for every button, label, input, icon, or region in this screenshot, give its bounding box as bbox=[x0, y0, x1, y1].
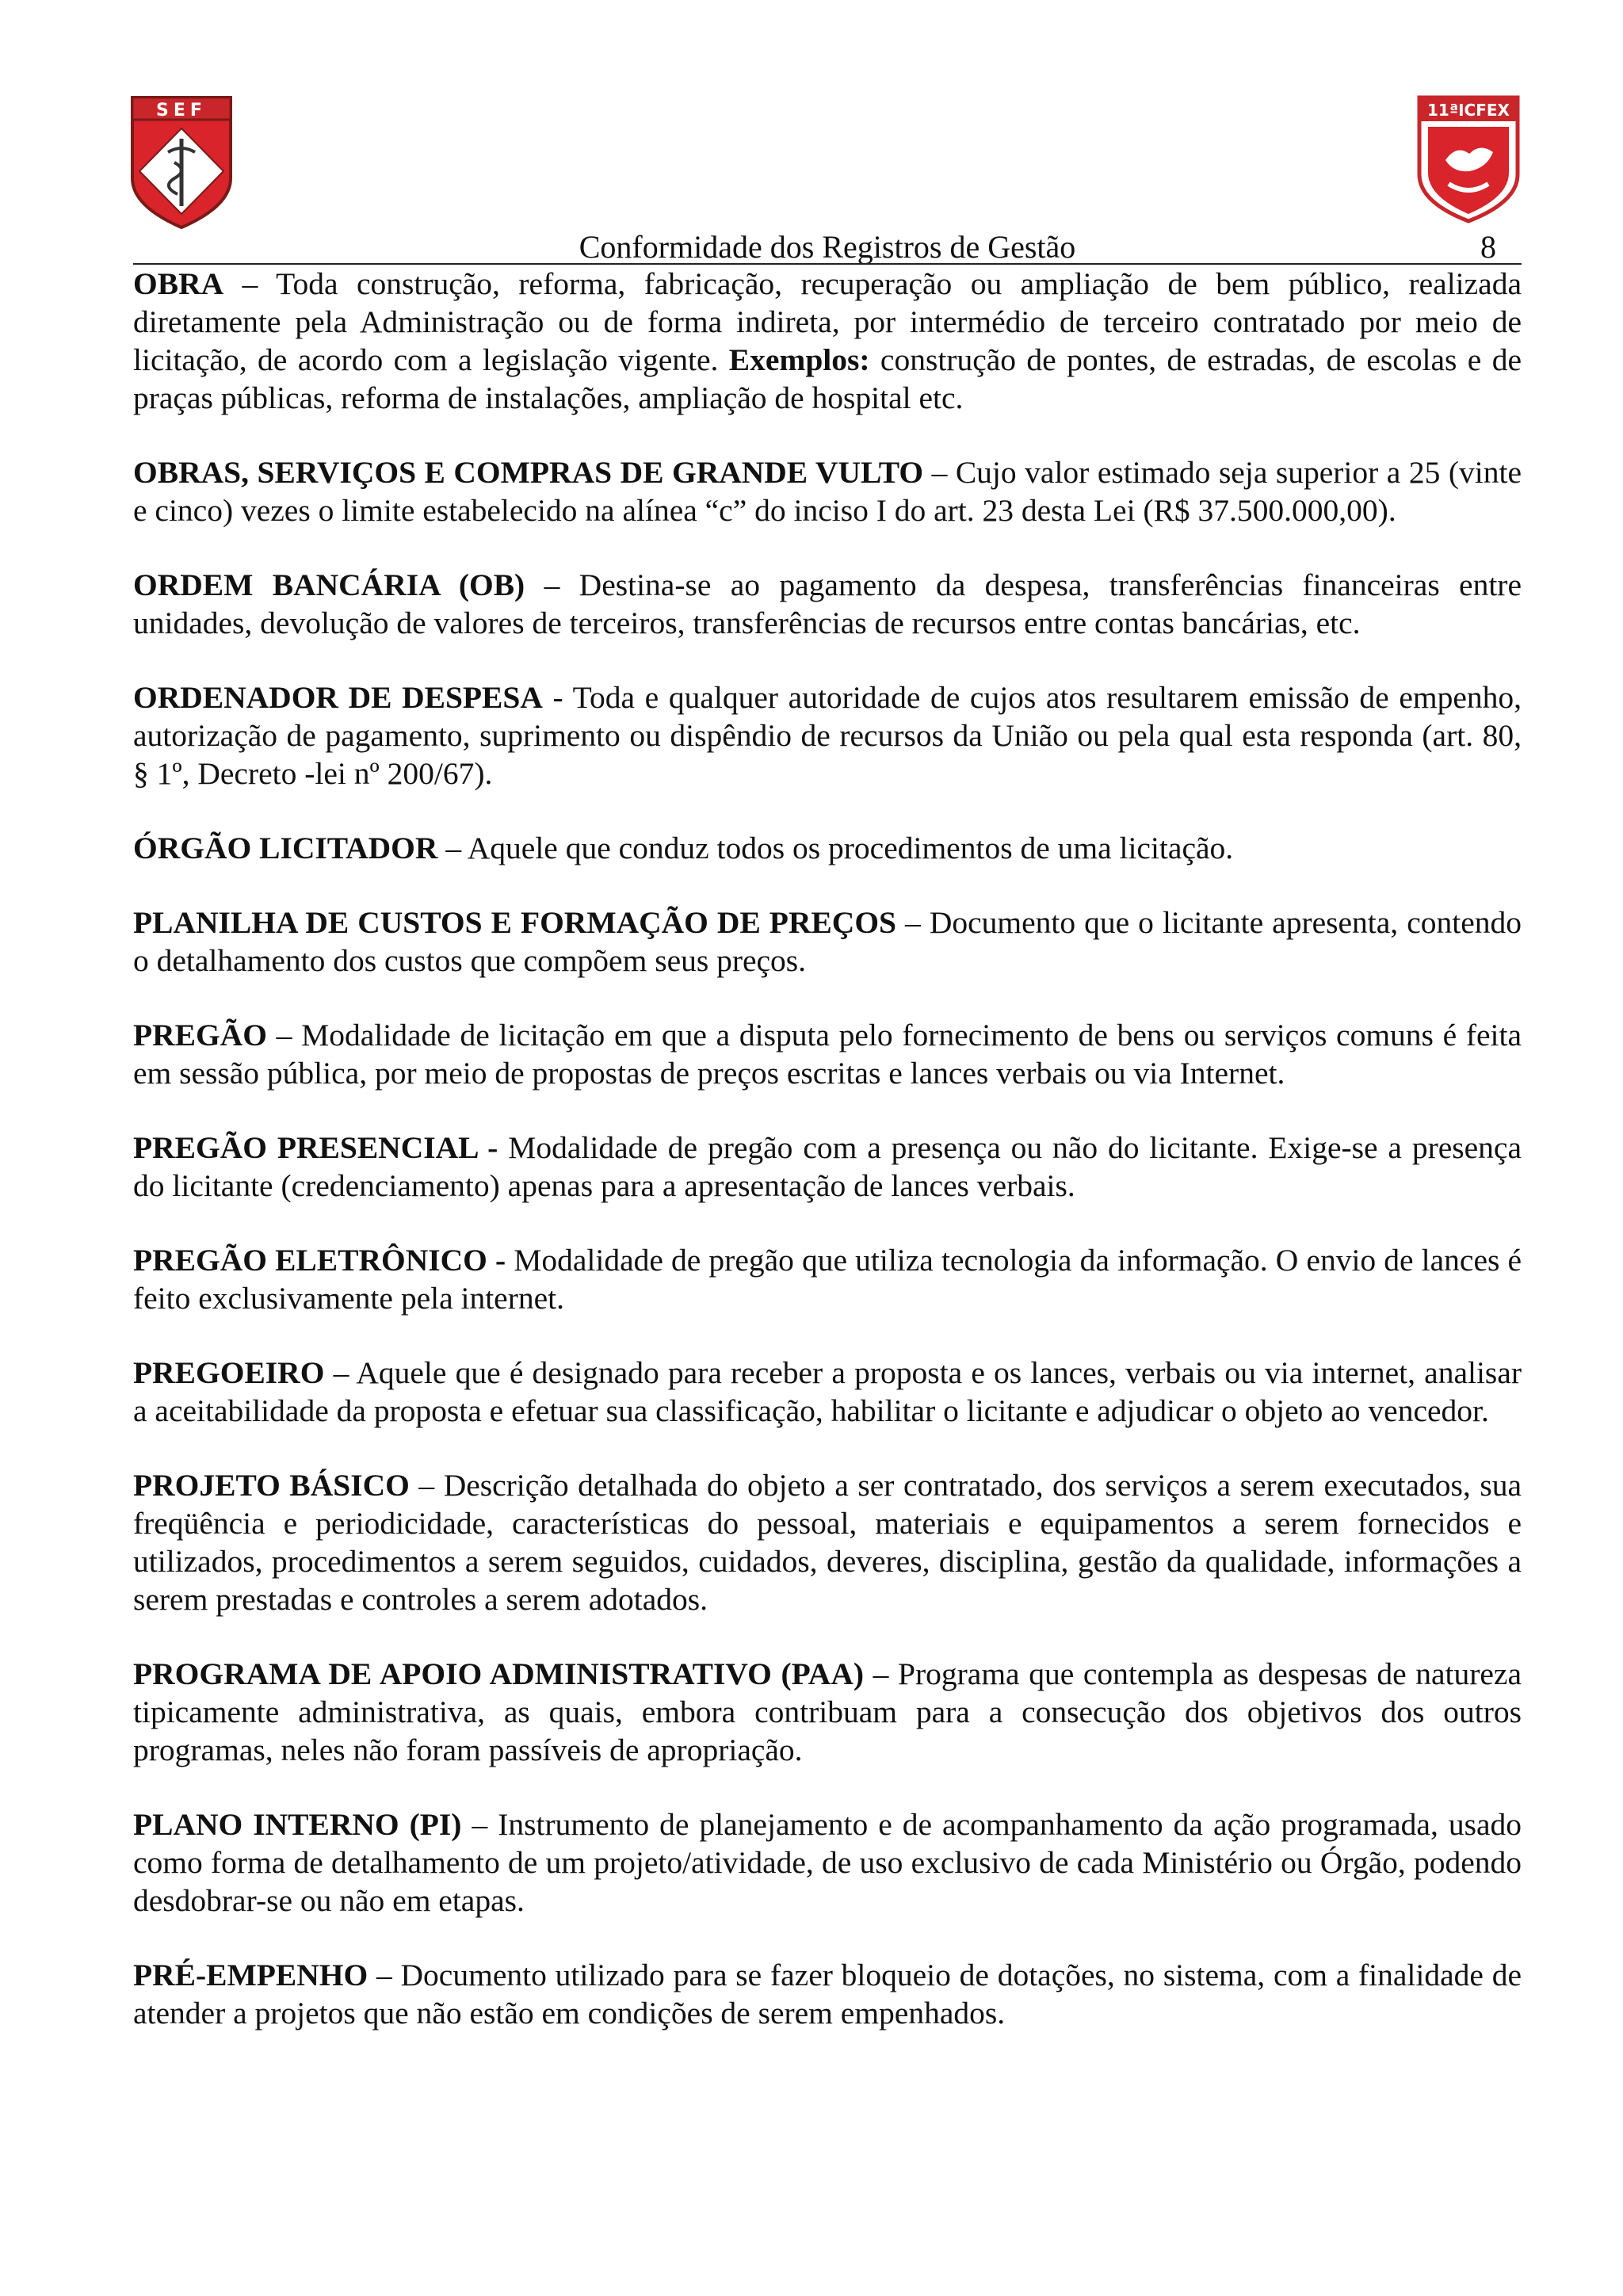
sef-logo-text: SEF bbox=[156, 101, 207, 120]
entry-definition: Aquele que conduz todos os procedimentos de uma licitação. bbox=[467, 831, 1234, 865]
entry-definition: Cujo valor estimado seja superior a 25 (vinte e cinco) vezes o limite estabelecido na alínea “c” do inciso I do art. 23 desta Lei (R$ 37.500.000,00). bbox=[133, 455, 1522, 528]
entry-definition: Instrumento de planejamento e de acompanhamento da ação programada, usado como forma de detalhamento de um projeto/atividade, de uso exclusivo de cada Ministério ou Órgão, podendo desdobrar-se ou não em etapas. bbox=[133, 1807, 1522, 1918]
entry-definition: Modalidade de pregão com a presença ou não do licitante. Exige-se a presença do licitante (credenciamento) apenas para a apresentação de lances verbais. bbox=[133, 1130, 1522, 1203]
entry-term: PREGÃO PRESENCIAL bbox=[133, 1130, 478, 1165]
entry-definition: Toda e qualquer autoridade de cujos atos resultarem emissão de empenho, autorização de pagamento, suprimento ou dispêndio de recursos da União ou pela qual esta responda (art. 80, § 1º, Decreto -lei nº 200/67). bbox=[133, 680, 1522, 791]
glossary-entry-plano-interno bbox=[133, 1805, 1522, 1920]
entry-separator: – bbox=[525, 567, 579, 602]
entry-separator: – bbox=[409, 1468, 444, 1503]
entry-term: PROJETO BÁSICO bbox=[133, 1468, 410, 1503]
entry-separator: – bbox=[864, 1656, 899, 1691]
entry-separator: - bbox=[487, 1243, 514, 1278]
entry-separator: – bbox=[324, 1355, 357, 1390]
entry-term: PLANILHA DE CUSTOS E FORMAÇÃO DE PREÇOS bbox=[133, 905, 897, 940]
entry-term: PREGÃO ELETRÔNICO bbox=[133, 1243, 487, 1278]
glossary-entry-obras-grande-vulto bbox=[133, 453, 1522, 529]
entry-separator: – bbox=[923, 455, 956, 490]
entry-term: ORDEM BANCÁRIA (OB) bbox=[133, 567, 525, 602]
entry-definition: Destina-se ao pagamento da despesa, transferências financeiras entre unidades, devolução de valores de terceiros, transferências de recursos entre contas bancárias, etc. bbox=[133, 567, 1522, 640]
icfex-shield-icon bbox=[1417, 95, 1520, 223]
entry-term: OBRA bbox=[133, 266, 224, 301]
sef-shield-icon bbox=[130, 95, 233, 230]
entry-definition: Documento que o licitante apresenta, contendo o detalhamento dos custos que compõem seus preços. bbox=[133, 905, 1522, 978]
icfex-logo-text: 11ªICFEX bbox=[1427, 101, 1510, 120]
glossary-content bbox=[133, 265, 1522, 2069]
glossary-entry-pregao-eletronico bbox=[133, 1241, 1522, 1317]
glossary-entry-planilha-custos bbox=[133, 904, 1522, 980]
entry-separator: – bbox=[223, 266, 277, 301]
entry-separator: – bbox=[437, 831, 468, 865]
glossary-entry-programa-apoio bbox=[133, 1655, 1522, 1769]
entry-term: PROGRAMA DE APOIO ADMINISTRATIVO (PAA) bbox=[133, 1656, 865, 1691]
page-number: 8 bbox=[1480, 229, 1496, 265]
entry-separator: - bbox=[477, 1130, 509, 1165]
entry-term: OBRAS, SERVIÇOS E COMPRAS DE GRANDE VULTO bbox=[133, 455, 924, 490]
entry-definition: Descrição detalhada do objeto a ser contratado, dos serviços a serem executados, sua freqüência e periodicidade, características do pessoal, materiais e equipamentos a serem fornecidos e utilizados, procedimentos a serem seguidos, cuidados, deveres, disciplina, gestão da qualidade, informações a serem prestadas e controles a serem adotados. bbox=[133, 1468, 1522, 1617]
entry-term: PLANO INTERNO (PI) bbox=[133, 1807, 462, 1842]
glossary-entry-pregao-presencial bbox=[133, 1129, 1522, 1205]
entry-separator: – bbox=[368, 1958, 401, 1992]
entry-examples-label: Exemplos: bbox=[728, 342, 870, 377]
icfex-logo bbox=[1417, 95, 1520, 223]
entry-term: PRÉ-EMPENHO bbox=[133, 1958, 369, 1992]
entry-separator: - bbox=[542, 680, 573, 715]
entry-definition: Toda construção, reforma, fabricação, recuperação ou ampliação de bem público, realizada diretamente pela Administração ou de forma indireta, por intermédio de terceiro contratado por meio de licitação, de acordo com a legislação vigente. bbox=[133, 266, 1522, 377]
page-header-title: Conformidade dos Registros de Gestão bbox=[579, 229, 1076, 265]
entry-separator: – bbox=[896, 905, 930, 940]
glossary-entry-projeto-basico bbox=[133, 1466, 1522, 1618]
glossary-entry-pre-empenho bbox=[133, 1956, 1522, 2032]
entry-separator: – bbox=[266, 1018, 302, 1052]
entry-definition: Modalidade de licitação em que a disputa pelo fornecimento de bens ou serviços comuns é feita em sessão pública, por meio de propostas de preços escritas e lances verbais ou via Internet. bbox=[133, 1018, 1522, 1091]
entry-term: PREGÃO bbox=[133, 1018, 267, 1052]
glossary-entry-ordenador-despesa bbox=[133, 678, 1522, 793]
entry-definition: Modalidade de pregão que utiliza tecnologia da informação. O envio de lances é feito exclusivamente pela internet. bbox=[133, 1243, 1522, 1316]
entry-term: ÓRGÃO LICITADOR bbox=[133, 831, 438, 865]
entry-term: PREGOEIRO bbox=[133, 1355, 325, 1390]
glossary-entry-pregoeiro bbox=[133, 1354, 1522, 1430]
entry-definition-continued: construção de pontes, de estradas, de escolas e de praças públicas, reforma de instalações, ampliação de hospital etc. bbox=[133, 342, 1522, 415]
entry-definition: Programa que contempla as despesas de natureza tipicamente administrativa, as quais, embora contribuam para a consecução dos objetivos dos outros programas, neles não foram passíveis de apropriação. bbox=[133, 1656, 1522, 1767]
entry-term: ORDENADOR DE DESPESA bbox=[133, 680, 543, 715]
entry-definition: Aquele que é designado para receber a proposta e os lances, verbais ou via internet, analisar a aceitabilidade da proposta e efetuar sua classificação, habilitar o licitante e adjudicar o objeto ao vencedor. bbox=[133, 1355, 1522, 1428]
glossary-entry-ordem-bancaria bbox=[133, 566, 1522, 642]
glossary-entry-pregao bbox=[133, 1016, 1522, 1092]
sef-logo bbox=[130, 95, 233, 230]
entry-separator: – bbox=[461, 1807, 498, 1842]
entry-definition: Documento utilizado para se fazer bloqueio de dotações, no sistema, com a finalidade de atender a projetos que não estão em condições de serem empenhados. bbox=[133, 1958, 1522, 2030]
glossary-entry-orgao-licitador bbox=[133, 829, 1522, 867]
glossary-entry-obra bbox=[133, 265, 1522, 417]
